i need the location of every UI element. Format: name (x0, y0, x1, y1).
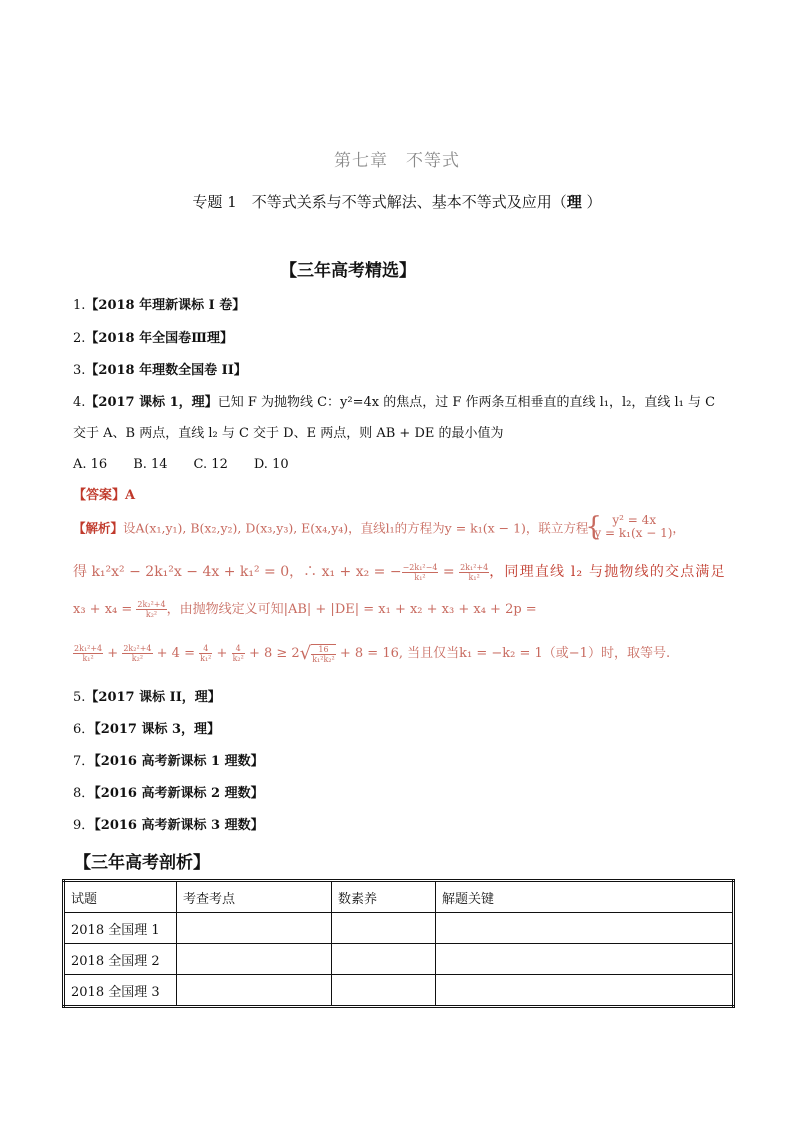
denominator: k₁² (82, 654, 94, 663)
denominator: k₁²k₂² (312, 654, 335, 664)
answer-value: A (125, 488, 136, 503)
analysis-text: ，同理直线 l₂ 与抛物线的交点满足 (489, 564, 726, 580)
question-number: 7． (73, 754, 95, 769)
question-label: 【2016 高考新课标 3 理数】 (94, 818, 264, 833)
numerator: −2k₁²−4 (402, 562, 438, 572)
table-cell (332, 975, 436, 1007)
question-number: 8． (73, 786, 95, 801)
fraction (199, 644, 212, 663)
fraction (122, 644, 152, 663)
plus: + (216, 646, 228, 661)
analysis-text: + 8 = 16, 当且仅当k₁ = −k₂ = 1（或−1）时，取等号. (339, 646, 671, 661)
denominator: k₂² (145, 610, 158, 619)
question-4-line1 (73, 391, 715, 410)
system-bottom: y = k₁(x − 1) (594, 526, 673, 540)
question-9 (73, 814, 264, 833)
question-label: 【2017 课标 1，理】 (85, 395, 218, 410)
question-number: 1. (73, 298, 86, 313)
analysis-label: 【解析】 (73, 520, 124, 536)
question-label: 【2018 年全国卷Ⅲ理】 (85, 331, 233, 346)
question-number: 9． (73, 818, 95, 833)
table-cell (436, 975, 734, 1007)
numerator: 2k₁²+4 (74, 644, 103, 653)
topic-suffix: ） (586, 193, 602, 211)
analysis-text: x₃ + x₄ = (73, 602, 133, 617)
table-header-cell: 试题 (64, 881, 177, 913)
question-label: 【2018 年理新课标 I 卷】 (85, 298, 246, 313)
table-cell (177, 913, 332, 944)
numerator: 4 (232, 644, 245, 654)
table-cell: 2018 全国理 1 (64, 913, 177, 944)
question-1 (73, 294, 245, 313)
sqrt-fraction (311, 644, 336, 664)
analysis-line-1 (73, 512, 685, 542)
answer (73, 484, 135, 503)
numerator: 2k₁²+4 (460, 562, 489, 572)
question-number: 2. (73, 331, 86, 346)
analysis-text: + 8 ≥ 2 (248, 646, 300, 661)
analysis-text: 得 k₁²x² − 2k₁²x − 4x + k₁² = 0，∴ x₁ + x₂ = − (73, 564, 402, 580)
question-label: 【2016 高考新课标 1 理数】 (94, 754, 264, 769)
table-header-cell: 解题关键 (436, 881, 734, 913)
fraction (402, 563, 439, 582)
analysis-text: ，由抛物线定义可知|AB| + |DE| = x₁ + x₂ + x₃ + x₄ + 2p = (166, 602, 537, 617)
table-row (64, 944, 734, 975)
table-cell (177, 975, 332, 1007)
question-2 (73, 327, 233, 346)
table-cell (332, 944, 436, 975)
numerator: 16 (311, 645, 336, 655)
table-row (64, 913, 734, 944)
equation-system: { y² = 4x y = k₁(x − 1) (585, 512, 673, 542)
question-3 (73, 359, 247, 378)
table-row (64, 975, 734, 1007)
question-number: 3. (73, 363, 86, 378)
numerator: 2k₂²+4 (137, 600, 166, 609)
analysis-table (62, 879, 735, 1008)
question-4-line2: 交于 A、B 两点，直线 l₂ 与 C 交于 D、E 两点，则 AB + DE 的最小值为 (73, 426, 504, 441)
numerator: 2k₂²+4 (123, 644, 152, 653)
fraction (136, 600, 166, 619)
chapter-title: 第七章 不等式 (334, 151, 460, 171)
analysis-line-3 (73, 598, 537, 619)
analysis-text: + 4 = (156, 646, 195, 661)
section-title-analysis: 【三年高考剖析】 (74, 853, 210, 873)
question-text: 已知 F 为抛物线 C：y²=4x 的焦点，过 F 作两条互相垂直的直线 l₁，l₂，直线 l₁ 与 C (217, 395, 716, 410)
fraction (459, 563, 489, 582)
plus: + (107, 646, 119, 661)
question-label: 【2018 年理数全国卷 II】 (85, 363, 247, 378)
analysis-text: ， (672, 520, 685, 536)
numerator: 4 (199, 644, 212, 654)
table-cell (436, 944, 734, 975)
question-number: 6． (73, 722, 95, 737)
denominator: k₁² (414, 572, 426, 582)
denominator: k₁² (468, 572, 480, 582)
equals: = (442, 564, 455, 580)
fraction (232, 644, 245, 663)
topic-prefix: 专题 1 不等式关系与不等式解法、基本不等式及应用（ (192, 193, 567, 211)
analysis-text: 设A(x₁,y₁), B(x₂,y₂), D(x₃,y₃), E(x₄,y₄)，直线l₁的方程为y = k₁(x − 1)，联立方程 (123, 520, 589, 536)
system-top: y² = 4x (612, 513, 657, 527)
sqrt-sign: √ (299, 643, 312, 664)
question-number: 4. (73, 395, 86, 410)
fraction (73, 644, 103, 663)
question-label: 【2016 高考新课标 2 理数】 (94, 786, 264, 801)
question-number: 5. (73, 690, 86, 705)
question-5 (73, 686, 221, 705)
answer-label: 【答案】 (73, 488, 126, 503)
denominator: k₂² (232, 654, 244, 663)
section-title-selected: 【三年高考精选】 (280, 261, 416, 281)
denominator: k₁² (200, 654, 212, 663)
question-6 (73, 718, 220, 737)
question-label: 【2017 课标 3，理】 (94, 722, 221, 737)
table-header-cell: 数素养 (332, 881, 436, 913)
denominator: k₂² (131, 654, 144, 663)
question-7 (73, 750, 264, 769)
topic-title (0, 191, 794, 212)
table-cell: 2018 全国理 2 (64, 944, 177, 975)
table-cell (177, 944, 332, 975)
question-8 (73, 782, 264, 801)
table-cell (332, 913, 436, 944)
table-header-cell: 考查考点 (177, 881, 332, 913)
analysis-line-2 (73, 561, 726, 582)
question-4-options: A. 16 B. 14 C. 12 D. 10 (73, 457, 289, 472)
question-label: 【2017 课标 II，理】 (85, 690, 221, 705)
topic-bold: 理 (566, 193, 582, 211)
table-header-row (64, 881, 734, 913)
table-cell (436, 913, 734, 944)
analysis-line-4 (73, 642, 670, 664)
table-cell: 2018 全国理 3 (64, 975, 177, 1007)
